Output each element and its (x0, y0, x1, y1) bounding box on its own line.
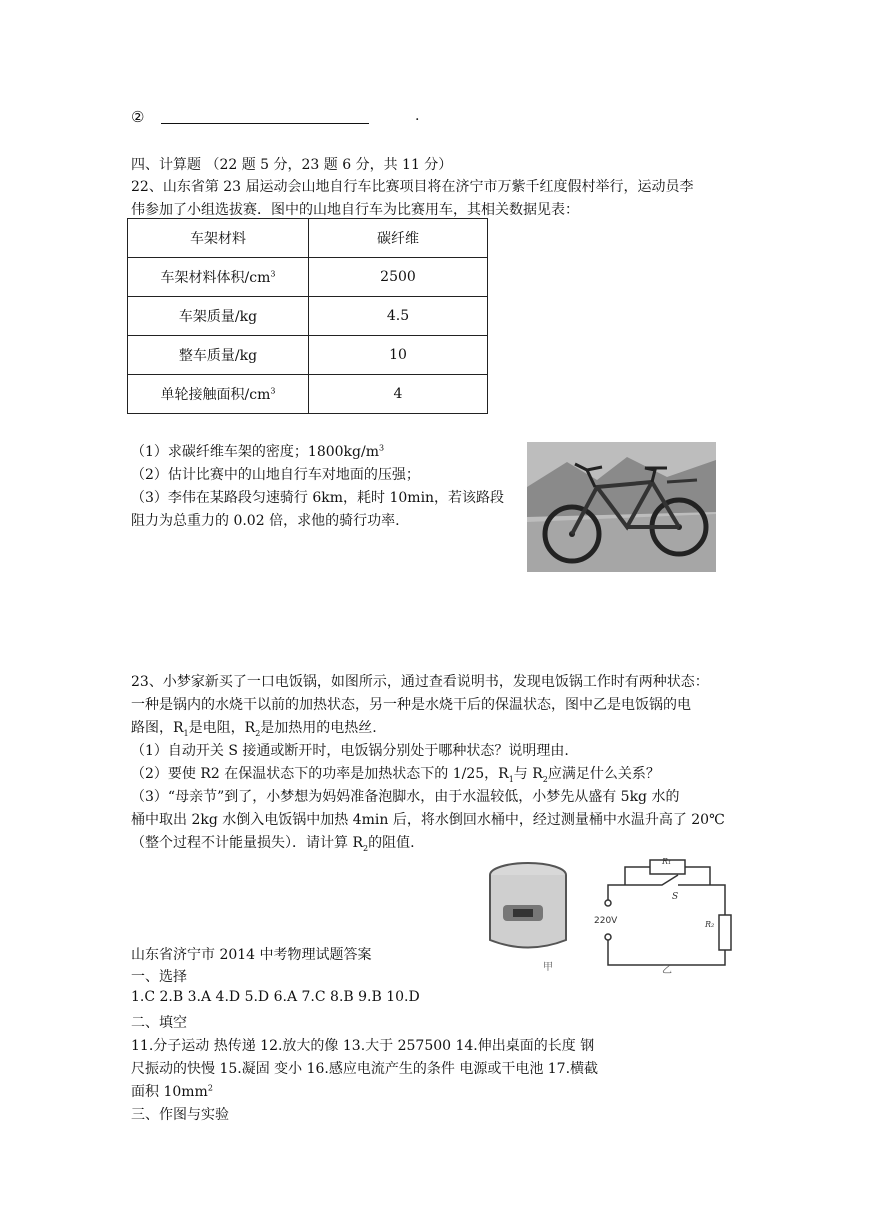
table-cell-value: 2500 (309, 258, 488, 297)
q23-part2: （2）要使 R2 在保温状态下的功率是加热状态下的 1/25，$R_1$与 $R_2$应满足什么关系？ (131, 766, 660, 784)
switch-s (650, 875, 685, 885)
q23-part3-line2: 桶中取出 2kg 水倒入电饭锅中加热 4min 后，将水倒回水桶中，经过测量桶中水温升高了 20℃ (131, 812, 725, 828)
table-row (128, 219, 488, 258)
answers-title: 山东省济宁市 2014 中考物理试题答案 (131, 947, 372, 963)
bike-spec-table (127, 218, 488, 414)
blank-period: . (415, 108, 420, 124)
q22-part3-cont: 阻力为总重力的 0.02 倍，求他的骑行功率. (131, 513, 400, 529)
q22-text-line2: 伟参加了小组选拔赛．图中的山地自行车为比赛用车，其相关数据见表： (131, 202, 579, 218)
rice-cooker-figure (483, 855, 583, 975)
switch-label: S (672, 892, 679, 902)
answers-fill-line3: 面积 $10mm^2$ (131, 1083, 213, 1100)
q23-part1: （1）自动开关 S 接通或断开时，电饭锅分别处于哪种状态？说明理由. (131, 743, 569, 759)
table-header-cell: 车架材料 (128, 219, 309, 258)
answer-blank-line (161, 123, 369, 124)
circuit-diagram (590, 855, 740, 975)
table-header-cell: 碳纤维 (309, 219, 488, 258)
q22-text-line1: 22、山东省第 23 届运动会山地自行车比赛项目将在济宁市万紫千红度假村举行，运动员李 (131, 179, 694, 195)
table-row (128, 297, 488, 336)
q23-text-line2: 一种是锅内的水烧干以前的加热状态，另一种是水烧干后的保温状态，图中乙是电饭锅的电 (131, 697, 691, 713)
table-cell-value: 10 (309, 336, 488, 375)
answers-section1: 一、选择 (131, 969, 187, 985)
circuit-caption: 乙 (662, 965, 672, 975)
q23-text-line1: 23、小梦家新买了一口电饭锅，如图所示，通过查看说明书，发现电饭锅工作时有两种状态： (131, 674, 709, 690)
item-marker: ② (131, 108, 145, 126)
r2-label: R₂ (705, 920, 715, 929)
table-row (128, 258, 488, 297)
answers-fill-line1: 11.分子运动 热传递 12.放大的像 13.大于 257500 14.伸出桌面的长度 钢 (131, 1038, 595, 1054)
answers-choices: 1.C 2.B 3.A 4.D 5.D 6.A 7.C 8.B 9.B 10.D (131, 989, 420, 1005)
answers-section3: 三、作图与实验 (131, 1107, 229, 1123)
voltage-label: 220V (594, 916, 618, 926)
q23-text-line3: 路图，$R_1$是电阻，$R_2$是加热用的电热丝. (131, 720, 377, 738)
resistor-r2 (719, 915, 731, 950)
section-title: 四、计算题 （22 题 5 分，23 题 6 分，共 11 分） (131, 157, 453, 173)
table-row (128, 375, 488, 414)
q22-part1: （1）求碳纤维车架的密度；$1800kg/m^3$ (131, 443, 385, 460)
table-cell-label: 车架材料体积$/cm^3$ (128, 258, 309, 297)
answers-fill-line2: 尺振动的快慢 15.凝固 变小 16.感应电流产生的条件 电源或干电池 17.横截 (131, 1061, 599, 1077)
q22-part3: （3）李伟在某路段匀速骑行 6km，耗时 10min，若该路段 (131, 490, 505, 506)
table-cell-label: 车架质量/kg (128, 297, 309, 336)
table-cell-value: 4 (309, 375, 488, 414)
mountain-bike-photo (527, 442, 716, 572)
q23-part3-line1: （3）“母亲节”到了，小梦想为妈妈准备泡脚水，由于水温较低，小梦先从盛有 5kg 水的 (131, 789, 680, 805)
cooker-caption: 甲 (543, 962, 553, 973)
answers-section2: 二、填空 (131, 1015, 187, 1031)
r1-label: R₁ (662, 857, 672, 866)
q22-part2: （2）估计比赛中的山地自行车对地面的压强； (131, 467, 420, 483)
table-row (128, 336, 488, 375)
table-cell-label: 整车质量/kg (128, 336, 309, 375)
q23-part3-line3: （整个过程不计能量损失）．请计算 $R_2$的阻值. (131, 835, 415, 853)
table-cell-label: 单轮接触面积$/cm^3$ (128, 375, 309, 414)
table-cell-value: 4.5 (309, 297, 488, 336)
